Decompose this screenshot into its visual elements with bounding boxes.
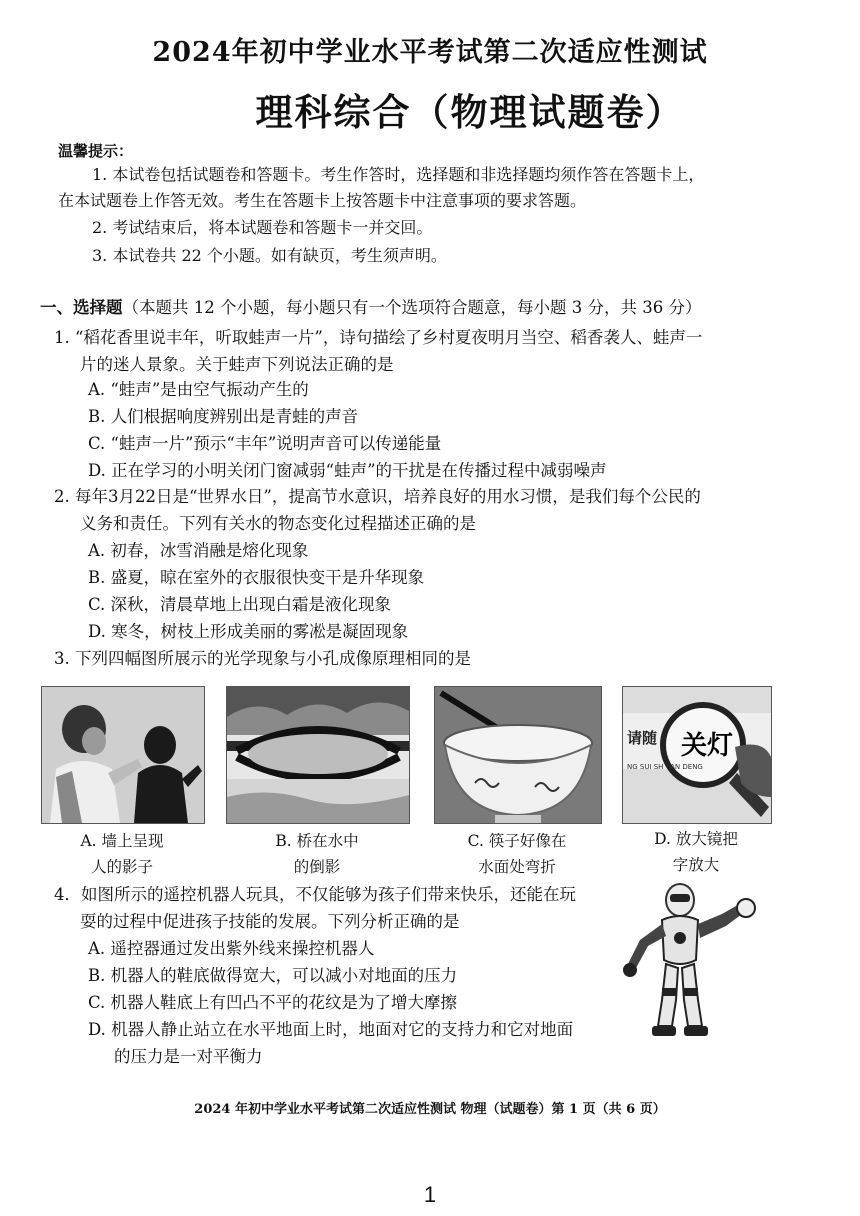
- caption-d-line-2: 字放大: [672, 856, 720, 874]
- caption-d-line-1: D. 放大镜把: [654, 830, 738, 848]
- exam-subtitle: 理科综合（物理试题卷）: [255, 90, 685, 134]
- caption-a-line-2: 人的影子: [90, 858, 153, 876]
- question-4-option-d: D. 机器人静止站立在水平地面上时，地面对它的支持力和它对地面: [88, 1020, 574, 1039]
- question-4-line-2: 耍的过程中促进孩子技能的发展。下列分析正确的是: [80, 912, 460, 931]
- question-4-option-b: B. 机器人的鞋底做得宽大，可以减小对地面的压力: [88, 966, 458, 985]
- question-4-line-1: 4．如图所示的遥控机器人玩具，不仅能够为孩子们带来快乐，还能在玩: [54, 885, 576, 904]
- notice-item-2: 2. 考试结束后，将本试题卷和答题卡一并交回。: [92, 218, 433, 237]
- question-1-line-2: 片的迷人景象。关于蛙声下列说法正确的是: [80, 355, 394, 374]
- question-2-option-c: C. 深秋，清晨草地上出现白霜是液化现象: [88, 595, 392, 614]
- caption-c-line-2: 水面处弯折: [478, 858, 556, 876]
- caption-a-line-1: A. 墙上呈现: [80, 832, 164, 850]
- figure-c-chopstick-bowl: [434, 686, 602, 824]
- bent-chopstick-image: [435, 687, 601, 823]
- sign-text-left: 请随: [627, 729, 658, 747]
- question-1-line-1: 1. “稻花香里说丰年，听取蛙声一片”，诗句描绘了乡村夏夜明月当空、稻香袭人、蛙声一: [54, 328, 703, 347]
- question-4-option-a: A. 遥控器通过发出紫外线来操控机器人: [88, 939, 375, 958]
- question-2-line-2: 义务和责任。下列有关水的物态变化过程描述正确的是: [80, 514, 476, 533]
- sign-text-magnified: 关灯: [681, 731, 734, 761]
- question-3-line-1: 3. 下列四幅图所展示的光学现象与小孔成像原理相同的是: [54, 649, 471, 668]
- question-1-option-c: C. “蛙声一片”预示“丰年”说明声音可以传递能量: [88, 434, 442, 453]
- page-number: 1: [423, 1182, 437, 1207]
- question-1-option-b: B. 人们根据响度辨别出是青蛙的声音: [88, 407, 359, 426]
- caption-c-line-1: C. 筷子好像在: [467, 832, 567, 850]
- bridge-reflection-image: [227, 687, 409, 823]
- figure-d-magnifier: [622, 686, 772, 824]
- exam-title: 2024年初中学业水平考试第二次适应性测试: [152, 37, 708, 68]
- caption-b: [226, 828, 408, 880]
- caption-b-line-2: 的倒影: [293, 858, 341, 876]
- section-description: （本题共 12 个小题，每小题只有一个选项符合题意，每小题 3 分，共 36 分）: [122, 298, 702, 317]
- robot-toy-image: [618, 880, 768, 1040]
- question-2-option-b: B. 盛夏，晾在室外的衣服很快变干是升华现象: [88, 568, 425, 587]
- notice-item-1-line-1: 1. 本试卷包括试题卷和答题卡。考生作答时，选择题和非选择题均须作答在答题卡上，: [92, 165, 705, 184]
- question-2-option-d: D. 寒冬，树枝上形成美丽的雾凇是凝固现象: [88, 622, 409, 641]
- caption-b-line-1: B. 桥在水中: [275, 832, 359, 850]
- caption-d: [622, 826, 770, 878]
- question-2-line-1: 2. 每年3月22日是“世界水日”，提高节水意识，培养良好的用水习惯，是我们每个公民的: [54, 487, 701, 506]
- question-1-option-a: A. “蛙声”是由空气振动产生的: [88, 380, 309, 399]
- caption-c: [434, 828, 600, 880]
- section-label: 一、选择题: [40, 298, 123, 317]
- notice-item-3: 3. 本试卷共 22 个小题。如有缺页，考生须声明。: [92, 246, 447, 265]
- question-4-option-c: C. 机器人鞋底上有凹凸不平的花纹是为了增大摩擦: [88, 993, 458, 1012]
- section-heading: [40, 294, 701, 318]
- page-footer: 2024 年初中学业水平考试第二次适应性测试 物理（试题卷）第 1 页（共 6 页）: [194, 1102, 666, 1117]
- sign-pinyin: NG SUI SH AN DENG: [627, 763, 703, 771]
- question-4-option-d-continued: 的压力是一对平衡力: [114, 1047, 263, 1066]
- figure-a-shadow: [41, 686, 205, 824]
- figure-robot: [618, 880, 768, 1040]
- notice-heading: 温馨提示：: [58, 142, 134, 160]
- figure-b-bridge: [226, 686, 410, 824]
- child-shadow-image: [42, 687, 204, 823]
- question-2-option-a: A. 初春，冰雪消融是熔化现象: [88, 541, 309, 560]
- question-1-option-d: D. 正在学习的小明关闭门窗减弱“蛙声”的干扰是在传播过程中减弱噪声: [88, 461, 607, 480]
- caption-a: [41, 828, 203, 880]
- notice-item-1-line-2: 在本试题卷上作答无效。考生在答题卡上按答题卡中注意事项的要求答题。: [58, 191, 587, 210]
